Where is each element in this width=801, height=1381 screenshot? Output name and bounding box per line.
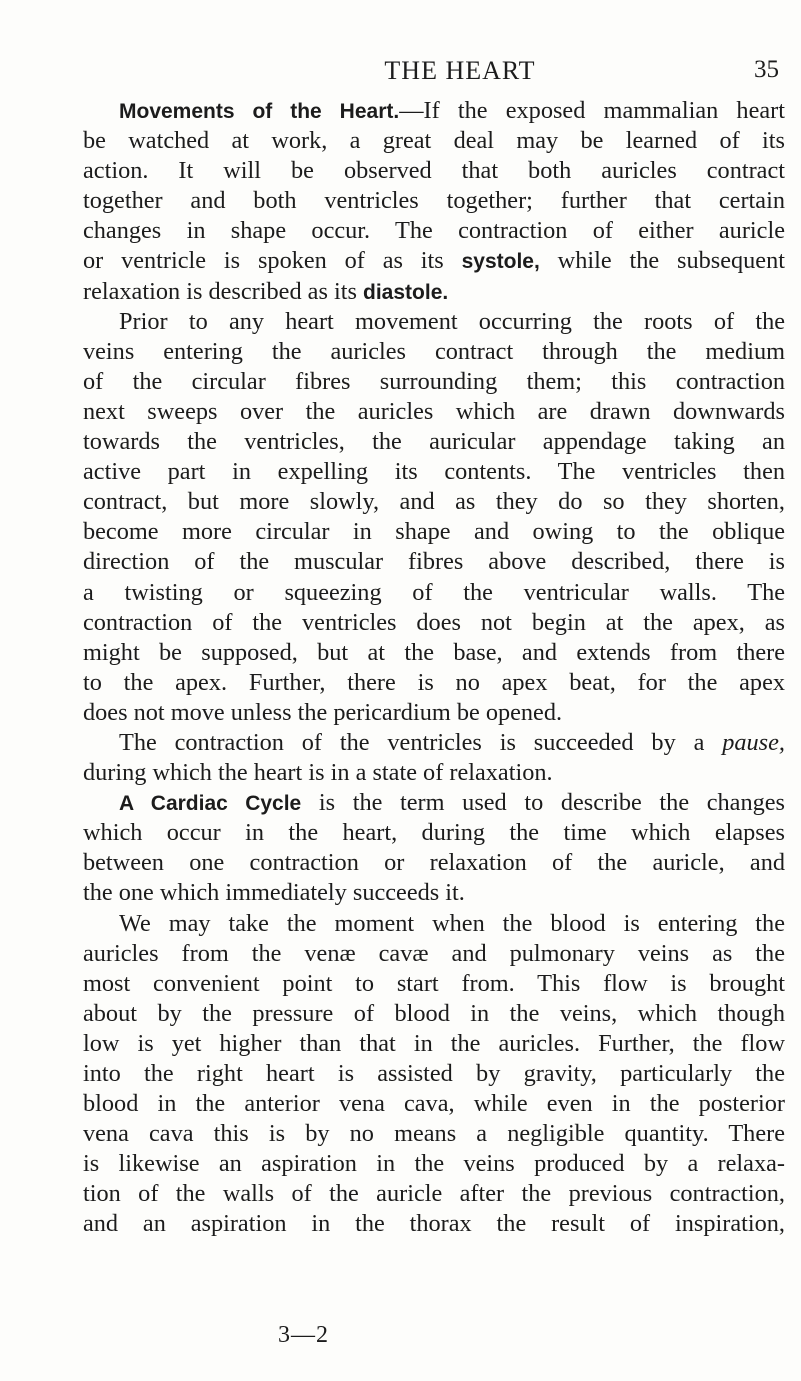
section-heading: Movements of the Heart. (119, 100, 400, 123)
text-line: be watched at work, a great deal may be learned of its (83, 127, 785, 155)
text-line: during which the heart is in a state of relaxation. (83, 759, 553, 787)
text-line: changes in shape occur. The contraction of either auricle (83, 217, 785, 245)
signature-mark: 3—2 (278, 1322, 329, 1348)
text-line: low is yet higher than that in the auricles. Further, the flow (83, 1029, 785, 1057)
text-line: about by the pressure of blood in the veins, which though (83, 999, 785, 1027)
text-line: veins entering the auricles contract through the medium (83, 337, 785, 365)
text-line: relaxation is described as its diastole. (83, 277, 449, 305)
text-line: Prior to any heart movement occurring the roots of the (119, 307, 785, 335)
text-line: We may take the moment when the blood is entering the (119, 909, 785, 937)
text-line: become more circular in shape and owing to the oblique (83, 518, 785, 546)
text-line: to the apex. Further, there is no apex beat, for the apex (83, 668, 785, 696)
text-line: next sweeps over the auricles which are drawn downwards (83, 397, 785, 425)
body-text (83, 96, 785, 1240)
text-line: is likewise an aspiration in the veins produced by a relaxa- (83, 1150, 785, 1178)
text-line: and an aspiration in the thorax the result of inspiration, (83, 1210, 785, 1238)
text-line: towards the ventricles, the auricular appendage taking an (83, 428, 785, 456)
text-line: direction of the muscular fibres above described, there is (83, 548, 785, 576)
text-line: of the circular fibres surrounding them; this contraction (83, 367, 785, 395)
section-heading: A Cardiac Cycle (119, 792, 302, 816)
running-head (85, 56, 785, 96)
text-line: contraction of the ventricles does not begin at the apex, as (83, 608, 785, 636)
text-line: The contraction of the ventricles is succeeded by a pause, (119, 728, 785, 756)
text-line: active part in expelling its contents. The ventricles then (83, 458, 785, 486)
term-systole: systole, (461, 250, 540, 274)
term-pause: pause, (722, 728, 785, 756)
text-line: contract, but more slowly, and as they do so they shorten, (83, 488, 785, 516)
text-line: does not move unless the pericardium be opened. (83, 698, 563, 726)
text-line: action. It will be observed that both auricles contract (83, 157, 785, 185)
page-number: 35 (754, 56, 779, 83)
text-line: might be supposed, but at the base, and extends from there (83, 638, 785, 666)
text-line: between one contraction or relaxation of the auricle, and (83, 849, 785, 877)
text-line: together and both ventricles together; further that certain (83, 187, 785, 215)
text-line: into the right heart is assisted by gravity, particularly the (83, 1060, 785, 1087)
text-line: tion of the walls of the auricle after the previous contraction, (83, 1180, 785, 1208)
text-line: a twisting or squeezing of the ventricular walls. The (83, 578, 785, 606)
text-line: which occur in the heart, during the time which elapses (83, 819, 785, 847)
text-line: or ventricle is spoken of as its systole, while the subsequent (83, 247, 785, 275)
text-line: vena cava this is by no means a negligible quantity. There (83, 1120, 785, 1148)
text-line: blood in the anterior vena cava, while even in the posterior (83, 1090, 785, 1118)
text-line: the one which immediately succeeds it. (83, 879, 465, 907)
text-line: most convenient point to start from. This flow is brought (83, 969, 785, 997)
text-line: auricles from the venæ cavæ and pulmonary veins as the (83, 939, 785, 967)
term-diastole: diastole. (363, 280, 449, 304)
text-line: A Cardiac Cycle is the term used to describe the changes (119, 789, 785, 817)
page-title: THE HEART (384, 56, 536, 85)
text-line: Movements of the Heart.—If the exposed mammalian heart (119, 97, 785, 124)
